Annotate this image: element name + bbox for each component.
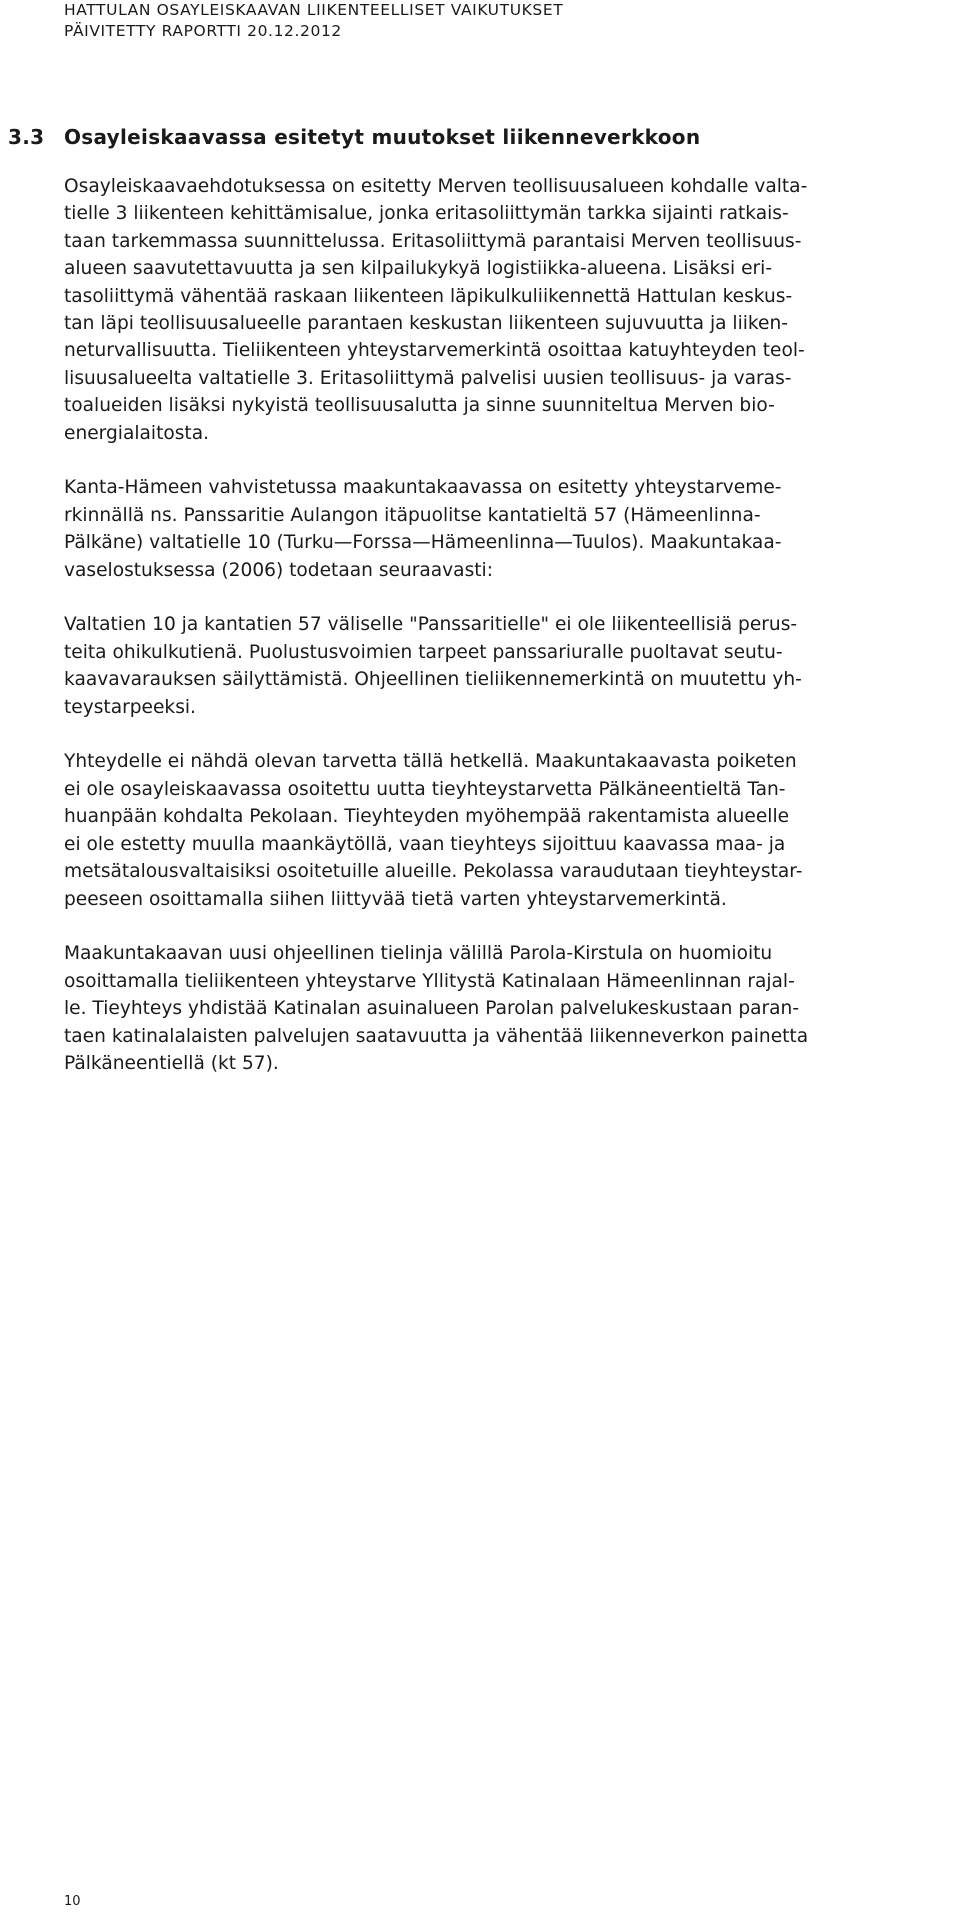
paragraph xyxy=(64,611,924,721)
section-number: 3.3 xyxy=(8,125,45,149)
paragraph-line: vaselostuksessa (2006) todetaan seuraavasti: xyxy=(64,559,493,581)
paragraph-line: Pälkäneentiellä (kt 57). xyxy=(64,1052,279,1074)
paragraph-line: teystarpeeksi. xyxy=(64,696,196,718)
paragraph-line: lisuusalueelta valtatielle 3. Eritasoliittymä palvelisi uusien teollisuus- ja varas- xyxy=(64,367,792,389)
paragraph-line: osoittamalla tieliikenteen yhteystarve Yllitystä Katinalaan Hämeenlinnan rajal- xyxy=(64,970,795,992)
section-heading xyxy=(8,125,908,149)
paragraph-line: Valtatien 10 ja kantatien 57 väliselle "Panssaritielle" ei ole liikenteellisiä perus- xyxy=(64,614,798,636)
report-title: HATTULAN OSAYLEISKAAVAN LIIKENTEELLISET VAIKUTUKSET xyxy=(64,1,564,19)
page-number: 10 xyxy=(64,1894,81,1909)
paragraph-line: alueen saavutettavuutta ja sen kilpailukykyä logistiikka-alueena. Lisäksi eri- xyxy=(64,258,773,280)
running-header xyxy=(64,0,924,42)
paragraph xyxy=(64,173,924,447)
paragraph-line: le. Tieyhteys yhdistää Katinalan asuinalueen Parolan palvelukeskustaan paran- xyxy=(64,998,800,1020)
paragraph xyxy=(64,748,924,912)
paragraph xyxy=(64,940,924,1077)
paragraph-line: tielle 3 liikenteen kehittämisalue, jonka eritasoliittymän tarkka sijainti ratkais- xyxy=(64,203,789,225)
paragraph-line: Yhteydelle ei nähdä olevan tarvetta tällä hetkellä. Maakuntakaavasta poiketen xyxy=(64,751,797,773)
paragraph-line: taan tarkemmassa suunnittelussa. Eritasoliittymä parantaisi Merven teollisuus- xyxy=(64,230,802,252)
paragraph-line: taen katinalalaisten palvelujen saatavuutta ja vähentää liikenneverkon painetta xyxy=(64,1025,809,1047)
paragraph-line: tan läpi teollisuusalueelle parantaen keskustan liikenteen sujuvuutta ja liiken- xyxy=(64,313,788,335)
paragraph-line: ei ole estetty muulla maankäytöllä, vaan tieyhteys sijoittuu kaavassa maa- ja xyxy=(64,833,786,855)
paragraph-line: kaavavarauksen säilyttämistä. Ohjeellinen tieliikennemerkintä on muutettu yh- xyxy=(64,669,802,691)
paragraph-line: Kanta-Hämeen vahvistetussa maakuntakaavassa on esitetty yhteystarveme- xyxy=(64,477,782,499)
paragraph-line: Pälkäne) valtatielle 10 (Turku—Forssa—Hämeenlinna—Tuulos). Maakuntakaa- xyxy=(64,532,782,554)
report-subtitle: PÄIVITETTY RAPORTTI 20.12.2012 xyxy=(64,22,342,40)
paragraph-line: tasoliittymä vähentää raskaan liikenteen läpikulkuliikennettä Hattulan keskus- xyxy=(64,285,793,307)
paragraph-line: teita ohikulkutienä. Puolustusvoimien tarpeet panssariuralle puoltavat seutu- xyxy=(64,641,783,663)
paragraph-line: energialaitosta. xyxy=(64,422,210,444)
paragraph-line: rkinnällä ns. Panssaritie Aulangon itäpuolitse kantatieltä 57 (Hämeenlinna- xyxy=(64,504,761,526)
body-text xyxy=(64,173,924,1105)
paragraph xyxy=(64,474,924,584)
paragraph-line: neturvallisuutta. Tieliikenteen yhteystarvemerkintä osoittaa katuyhteyden teol- xyxy=(64,340,805,362)
paragraph-line: metsätalousvaltaisiksi osoitetuille alueille. Pekolassa varaudutaan tieyhteystar- xyxy=(64,861,803,883)
paragraph-line: Osayleiskaavaehdotuksessa on esitetty Merven teollisuusalueen kohdalle valta- xyxy=(64,176,808,197)
paragraph-line: ei ole osayleiskaavassa osoitettu uutta tieyhteystarvetta Pälkäneentieltä Tan- xyxy=(64,778,786,800)
paragraph-line: Maakuntakaavan uusi ohjeellinen tielinja välillä Parola-Kirstula on huomioitu xyxy=(64,943,773,965)
section-title: Osayleiskaavassa esitetyt muutokset liikenneverkkoon xyxy=(64,125,701,149)
paragraph-line: huanpään kohdalta Pekolaan. Tieyhteyden myöhempää rakentamista alueelle xyxy=(64,806,790,828)
paragraph-line: peeseen osoittamalla siihen liittyvää tietä varten yhteystarvemerkintä. xyxy=(64,888,727,910)
paragraph-line: toalueiden lisäksi nykyistä teollisuusalutta ja sinne suunniteltua Merven bio- xyxy=(64,395,775,417)
